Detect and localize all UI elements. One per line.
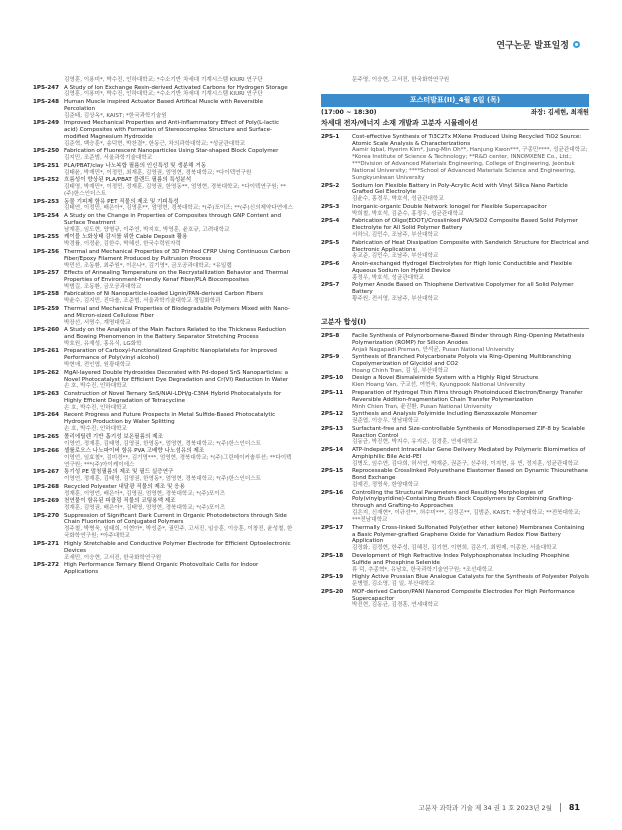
program-entry bbox=[33, 434, 293, 448]
entry-id: 1PS-261 bbox=[33, 348, 60, 355]
program-entry bbox=[33, 541, 293, 562]
program-entry bbox=[33, 348, 293, 369]
entry-authors: 권준엽, 이승우, 영남대학교 bbox=[352, 418, 419, 425]
entry-authors: 김병도, 임수연, 김다희, 허서연, 박재준, 권준구, 신주하, 이지현, 유 빈, 정지훈, 성균관대학교 bbox=[352, 460, 579, 467]
section1-entry-list bbox=[321, 134, 589, 303]
circle-icon bbox=[573, 41, 580, 48]
entry-authors: Anjali Nagapadi Preman, 안석균, Pusan National University bbox=[352, 346, 515, 353]
entry-authors: 김윤수, 홍정우, 박호석, 성균관대학교 bbox=[352, 196, 444, 203]
entry-title: High Performance Ternary Blend Organic Photovoltaic Cells for Indoor Applications bbox=[64, 562, 259, 575]
entry-title: MgAl-layered Double Hydroxides Decorated with Pd-doped SnS Nanoparticles: a Novel Photocatalyst for Efficient Dye Degradation and Cr(VI) Reduction In Water bbox=[64, 369, 289, 383]
entry-id: 1PS-265 bbox=[33, 433, 60, 440]
entry-authors: 홍정우, 박호석, 성균관대학교 bbox=[352, 274, 424, 281]
program-entry bbox=[33, 306, 293, 327]
entry-id: 2PS-2 bbox=[321, 182, 340, 189]
program-entry bbox=[321, 468, 589, 489]
entry-id: 2PS-14 bbox=[321, 446, 344, 453]
program-entry bbox=[321, 426, 589, 447]
entry-id: 2PS-3 bbox=[321, 203, 340, 210]
entry-id: 1PS-251 bbox=[33, 162, 60, 169]
entry-title: Fabrication of Oligo(EDOT)/Crosslinked PVA/SiO2 Composite Based Solid Polymer Electrolyte for All Solid Polymer Battery bbox=[352, 218, 578, 232]
program-entry bbox=[321, 134, 589, 182]
program-entry bbox=[33, 291, 293, 305]
session-time: (17:00 ~ 18:30) bbox=[321, 108, 377, 116]
entry-authors: 김동균, 박진현, 박지수, 유지은, 김경훈, 연세대학교 bbox=[352, 439, 478, 446]
entry-authors: 김준태, 김상옥*, KAIST; *한국과학기술원 bbox=[64, 112, 167, 119]
entry-authors: 김은지, 신재현*, 이규선**, 허수미***, 김정곤**, 김범준, KAIST; *충남대학교; **전북대학교; ***전남대학교 bbox=[352, 510, 581, 524]
entry-authors: 정주철, 박병욱, 임태희, 이현아*, 박성준*, 권민주, 고서진, 임승훈, 이승훈, 이창진, 윤성철, 한국화학연구원; *아주대학교 bbox=[64, 526, 293, 540]
entry-title: Recent Progress and Future Prospects in Metal Sulfide-Based Photocatalytic Hydrogen Production by Water Splitting bbox=[64, 412, 276, 426]
entry-id: 1PS-259 bbox=[33, 305, 60, 312]
entry-authors: 박희철, 박호석, 김준수, 홍정우, 성균관대학교 bbox=[352, 210, 464, 217]
entry-id: 2PS-9 bbox=[321, 354, 340, 361]
entry-title: Surfactant-free and Size-controllable Synthesis of Monodispersed ZIF-8 by Scalable Reaction Control bbox=[352, 425, 585, 439]
program-entry bbox=[33, 448, 293, 469]
entry-title: A Study on the Analysis of the Main Factors Related to the Thickness Reduction and Bowing Phenomenon in the Battery Separator Stretching Process bbox=[64, 327, 286, 340]
entry-authors: 이영언, 임효철*, 김미경**, 김기영***, 엄영현, 경북대학교; *(주)그린메이커솔루션; **다이텍연구원; ***(주)아이케이에스 bbox=[64, 454, 292, 468]
page-number: 81 bbox=[568, 803, 580, 812]
program-entry bbox=[33, 177, 293, 198]
entry-id: 1PS-250 bbox=[33, 148, 60, 155]
program-entry bbox=[321, 553, 589, 574]
top-authors-left bbox=[33, 77, 293, 84]
program-entry bbox=[321, 261, 589, 282]
entry-title: Sodium Ion Flexible Battery in Poly-Acrylic Acid with Vinyl Silica Nano Particle Grafted Gel Electrolyte bbox=[352, 182, 568, 196]
entry-title: Inorganic-organic Double Network Ionogel for Flexible Supercapacitor bbox=[352, 203, 547, 210]
entry-id: 1PS-252 bbox=[33, 177, 60, 184]
entry-title: Highly Stretchable and Conductive Polymer Electrode for Efficient Optoelectronic Devices bbox=[64, 540, 291, 554]
program-entry bbox=[321, 589, 589, 610]
entry-title: Fabrication of Heat Dissipation Composite with Sandwich Structure for Electrical and Electronic Applications bbox=[352, 239, 589, 253]
entry-authors: 손 호, 박수진, 인하대학교 bbox=[64, 426, 127, 433]
program-entry bbox=[321, 204, 589, 218]
entry-title: Fabrication of Ni Nanoparticle-loaded Lignin/PAN-derived Carbon Fibers bbox=[64, 291, 263, 298]
program-entry bbox=[321, 411, 589, 425]
entry-authors: 박진현, 김동균, 김경훈, 연세대학교 bbox=[352, 602, 439, 609]
entry-id: 2PS-10 bbox=[321, 375, 344, 382]
entry-id: 1PS-268 bbox=[33, 483, 60, 490]
entry-id: 1PS-254 bbox=[33, 212, 60, 219]
entry-id: 2PS-16 bbox=[321, 489, 344, 496]
entry-title: PLA/PBAT/clay 나노복합 필름의 인신특성 및 생분해 거동 bbox=[64, 162, 207, 169]
entry-id: 2PS-15 bbox=[321, 468, 344, 475]
program-entry bbox=[321, 282, 589, 303]
entry-authors: 문병렬, 김소영, 김 일, 부산대학교 bbox=[352, 581, 435, 588]
entry-id: 1PS-253 bbox=[33, 198, 60, 205]
entry-title: Preparation of Hydrogel Thin Films through Photoinduced Electron/Energy Transfer Reversible Addition-fragmentation Chain Transfer Polymerization bbox=[352, 389, 583, 403]
entry-id: 1PS-266 bbox=[33, 448, 60, 454]
entry-authors: 김정화, 김정현, 한주성, 김혜진, 김기현, 이현희, 김은기, 최원제, 이종찬, 서울대학교 bbox=[352, 545, 557, 552]
top-authors-right bbox=[321, 77, 589, 84]
entry-id: 2PS-17 bbox=[321, 524, 344, 531]
session-chair: 좌장: 김세현, 최재원 bbox=[531, 108, 589, 116]
entry-title: 동물 기피제 함유 PET 직물의 제조 및 기피특성 bbox=[64, 198, 179, 205]
program-entry bbox=[33, 85, 293, 99]
program-entry bbox=[33, 498, 293, 512]
entry-authors: 남재훈, 임도현, 양형규, 이주연, 박지호, 박영훈, 윤호규, 고려대학교 bbox=[64, 226, 230, 233]
entry-title: 셀룰로오스 나노파이버 함유 PVA 고배향 나노섬유의 제조 bbox=[64, 448, 205, 454]
program-entry bbox=[321, 333, 589, 354]
entry-id: 1PS-264 bbox=[33, 412, 60, 419]
entry-id: 1PS-262 bbox=[33, 369, 60, 376]
program-entry bbox=[33, 469, 293, 483]
program-entry bbox=[33, 213, 293, 234]
entry-authors: 문주영, 이승현, 고서진, 한국화학연구원 bbox=[352, 77, 450, 83]
footer-divider bbox=[560, 803, 561, 812]
page-footer bbox=[419, 803, 580, 812]
entry-id: 2PS-5 bbox=[321, 239, 340, 246]
entry-authors: 박장선, 서명수, 계명대학교 bbox=[64, 319, 131, 326]
entry-id: 2PS-6 bbox=[321, 260, 340, 267]
entry-id: 1PS-260 bbox=[33, 327, 60, 334]
entry-title: Fabrication of Fluorescent Nanoparticles Using Star-shaped Block Copolymer bbox=[64, 148, 279, 155]
entry-id: 2PS-11 bbox=[321, 389, 344, 396]
entry-authors: 김태연, 이정민, 배은아*, 김영훈**, 엄영현, 경북대학교; *(주)포이즈; **(주)신의제약다연에스 bbox=[64, 205, 293, 212]
program-entry bbox=[33, 249, 293, 270]
program-entry bbox=[321, 218, 589, 239]
page-header bbox=[496, 38, 580, 51]
program-entry bbox=[321, 525, 589, 553]
entry-authors: Kien Hoang Van, 구교선, 여현욱, Kyungpook National University bbox=[352, 382, 526, 389]
entry-title: Thermal and Mechanical Properties of Biodegradable Polymers Mixed with Nano- and Micron-sized Cellulose Fiber bbox=[64, 305, 290, 319]
entry-title: 폴리에틸렌 기반 흡기성 보온필름의 제조 bbox=[64, 433, 163, 440]
program-entry bbox=[33, 412, 293, 433]
entry-authors: 김영훈, 이용미*, 박수진, 인하대학교; *수소기반 차세대 기계시스템 KIURI 연구단 bbox=[64, 91, 263, 98]
entry-title: Development of High Refractive Index Polyphosphonates including Phosphine Sulfide and Phosphine Selenide bbox=[352, 552, 570, 566]
entry-title: Recycled Polyester 내달광 직물의 제조 및 응용 bbox=[64, 483, 185, 490]
entry-title: Design a Novel Bismaleimide System with a Highly Rigid Structure bbox=[352, 375, 539, 382]
program-entry bbox=[33, 163, 293, 177]
session-banner: 포스터발표(II)_4월 6일 (목) bbox=[321, 94, 589, 107]
entry-title: Polymer Anode Based on Thiophene Derivative Copolymer for all Solid Polymer Battery bbox=[352, 282, 574, 296]
entry-id: 1PS-263 bbox=[33, 390, 60, 397]
entry-id: 2PS-13 bbox=[321, 425, 344, 432]
program-entry bbox=[33, 513, 293, 541]
program-entry bbox=[33, 234, 293, 248]
entry-id: 1PS-267 bbox=[33, 469, 60, 476]
entry-authors: 정재훈, 이영언, 배은아*, 김영권, 엄영현, 경북대학교; *(주)포이즈 bbox=[64, 490, 226, 497]
entry-id: 1PS-257 bbox=[33, 270, 60, 276]
entry-title: Cost-effective Synthesis of Ti3C2Tx MXene Produced Using Recycled TiO2 Source: Atomic Scale Analysis & Characterizations bbox=[352, 133, 582, 147]
entry-authors: 박호원, 유재성, 홍유식, LG화학 bbox=[64, 340, 142, 347]
entry-authors: 손 호, 박수진, 인하대학교 bbox=[64, 404, 127, 411]
entry-authors: 류 덕, 추종혁*, 유남호, 한국과학기술연구원; *조선대학교 bbox=[352, 566, 493, 573]
entry-id: 1PS-249 bbox=[33, 120, 60, 127]
entry-authors: 조세민, 이승현, 고서진, 한국화학연구원 bbox=[64, 554, 162, 561]
program-entry bbox=[33, 370, 293, 391]
entry-authors: 김태영, 박재민*, 이정민, 정재훈, 김영권, 한영동**, 엄영현, 경북대학교; *다이텍연구원; **(주)한스인더스트 bbox=[64, 184, 286, 198]
entry-title: 케이블 노화상태 감시를 위한 Cable Deposit 활용 bbox=[64, 234, 188, 241]
program-entry bbox=[321, 354, 589, 375]
entry-id: 2PS-12 bbox=[321, 411, 344, 418]
entry-title: Facile Synthesis of Polynorbornene-Based Binder through Ring-Opening Metathesis Polymerization (ROMP) for Silicon Anodes bbox=[352, 332, 585, 346]
program-entry bbox=[321, 574, 589, 588]
entry-id: 1PS-247 bbox=[33, 84, 60, 91]
entry-id: 1PS-269 bbox=[33, 498, 60, 505]
entry-authors: 김예진, 정명욱, 한양대학교 bbox=[352, 482, 419, 489]
program-entry bbox=[33, 148, 293, 162]
entry-authors: 정재훈, 김영권, 배은아*, 김태영, 엄영현, 경북대학교; *(주)포이즈 bbox=[64, 505, 226, 512]
entry-authors: 박민선, 조동환, 최주원*, 이은나*, 김기영*, 금오공과대학교; *유일랩 bbox=[64, 262, 232, 269]
entry-id: 1PS-248 bbox=[33, 98, 60, 105]
program-entry bbox=[321, 183, 589, 204]
entry-title: Suppression of Significant Dark Current in Organic Photodetectors through Side Chain Fluorination of Conjugated Polymers bbox=[64, 512, 287, 526]
entry-authors: 서하늬, 김민수, 조남주, 부산대학교 bbox=[352, 232, 439, 239]
entry-title: 흐름성이 향상된 PLA/PBAT 블렌드 필름의 특성분석 bbox=[64, 177, 192, 184]
program-entry bbox=[321, 240, 589, 261]
entry-id: 1PS-272 bbox=[33, 562, 60, 569]
entry-authors: 박범길, 조동환, 금오공과대학교 bbox=[64, 283, 142, 290]
program-entry bbox=[33, 562, 293, 576]
entry-title: ATP-Independent Intracellular Gene Delivery Mediated by Polymeric Biomimetics of Amphiphilic Bile Acid-PEI bbox=[352, 446, 586, 460]
entry-title: 통기성 PE 멀칭필름의 제조 및 필드 실증연구 bbox=[64, 469, 174, 476]
entry-title: Effects of Annealing Temperature on the Recrystallization Behavior and Thermal Properties of Environment-Friendly Kenaf Fiber/PLA Biocomposites bbox=[64, 270, 289, 283]
entry-id: 1PS-256 bbox=[33, 248, 60, 255]
entry-authors: 김영훈, 이용미*, 박수진, 인하대학교; *수소기반 차세대 기계시스템 KIURI 연구단 bbox=[64, 77, 263, 83]
entry-title: Controlling the Structural Parameters and Resulting Morphologies of Poly(vinylpyridine)-Containing Brush Block Copolymers by Combining Grafting-through and Grafting-to Approaches bbox=[352, 489, 574, 510]
entry-title: Human Muscle inspired Actuator Based Artifical Muscle with Reversible Percolation bbox=[64, 98, 263, 112]
entry-id: 1PS-255 bbox=[33, 234, 60, 241]
entry-title: Synthesis and Analysis Polyimide Including Benzoxazole Monomer bbox=[352, 411, 538, 418]
program-entry bbox=[33, 391, 293, 412]
entry-id: 2PS-20 bbox=[321, 588, 344, 595]
entry-id: 2PS-1 bbox=[321, 133, 340, 140]
entry-id: 2PS-7 bbox=[321, 282, 340, 289]
entry-title: Construction of Novel Ternary SnS/NiAl-LDH/g-C3N4 Hybrid Photocatalysts for Highly Efficient Degradation of Tetracycline bbox=[64, 390, 282, 404]
left-column bbox=[33, 77, 293, 576]
entry-authors: 이영언, 정재훈, 김태영, 김영권, 한영동*, 엄영현, 경북대학교; *(주)한스인더스트 bbox=[64, 476, 262, 483]
entry-authors: 송교준, 김민수, 조남주, 부산대학교 bbox=[352, 253, 439, 260]
entry-authors: Minh Chien Tran, 윤진환, Pusan National University bbox=[352, 403, 492, 410]
entry-title: A Study of Ion Exchange Resin-derived Activated Carbons for Hydrogen Storage bbox=[64, 84, 288, 91]
entry-title: Synthesis of Branched Polycarbonate Polyols via Ring-Opening Multibranching Copolymerization of Glycidol and CO2 bbox=[352, 354, 572, 368]
entry-title: Thermal and Mechanical Properties of 3D Printed CFRP Using Continuous Carbon Fiber/Epoxy Filament Produced by Pultrusion Process bbox=[64, 248, 290, 262]
program-entry bbox=[321, 375, 589, 389]
entry-authors: 김준혁, 백승훈*, 송덕현, 박찬결*, 한동근, 차의과학대학교; *성균관대학교 bbox=[64, 140, 246, 147]
entry-id: 1PS-271 bbox=[33, 540, 60, 547]
entry-title: Preparation of Carboxyl-functionalized Graphitic Nanoplatelets for Improved Performance of Poly(vinyl alcohol) bbox=[64, 348, 277, 362]
section-title: 차세대 전자/에너지 소재 개발과 고분자 시뮬레이션 bbox=[321, 120, 589, 130]
entry-authors: 손 호, 박수진, 인하대학교 bbox=[64, 383, 127, 390]
entry-title: 천연물이 함유된 피클링 직물의 코팅용액 제조 bbox=[64, 498, 176, 505]
entry-id: 2PS-8 bbox=[321, 332, 340, 339]
entry-title: Highly Active Prussian Blue Analogue Catalysts for the Synthesis of Polyester Polyols bbox=[352, 574, 589, 581]
entry-authors: 박경률, 이정윤, 김한수, 박혜선, 한국수력원자력 bbox=[64, 241, 181, 248]
entry-id: 1PS-270 bbox=[33, 512, 60, 519]
program-entry bbox=[321, 447, 589, 468]
section-title: 고분자 합성(I) bbox=[321, 319, 589, 329]
entry-title: Reprocessable Crosslinked Polyurethane Elastomer Based on Dynamic Thiourethane Bond Exchange bbox=[352, 468, 589, 482]
right-column bbox=[321, 77, 589, 610]
entry-title: Improved Mechanical Properties and Anti-inflammatory Effect of Poly(L-lactic acid) Composites with Formation of Stereocomplex Structure and Surface-modified Magnesium Hydroxide bbox=[64, 120, 280, 141]
entry-authors: 황주원, 전서영, 조남주, 부산대학교 bbox=[352, 296, 439, 303]
entry-authors: 이영언, 정재훈, 김태영, 김영권, 한영동*, 엄영현, 경북대학교; *(주)한스인더스트 bbox=[64, 440, 262, 447]
header-title: 연구논문 발표일정 bbox=[496, 41, 569, 51]
section2-entry-list bbox=[321, 333, 589, 609]
entry-id: 2PS-18 bbox=[321, 552, 344, 559]
left-entry-list bbox=[33, 85, 293, 576]
journal-citation: 고분자 과학과 기술 제 34 권 1 호 2023년 2월 bbox=[418, 804, 552, 812]
program-entry bbox=[33, 270, 293, 291]
entry-id: 2PS-4 bbox=[321, 218, 340, 225]
session-timeline bbox=[321, 110, 589, 117]
entry-title: Anoin-exchanged Hydrogel Electrolytes for High Ionic Conductible and Flexible Aqueous Sodium Ion Hybrid Device bbox=[352, 260, 573, 274]
program-entry bbox=[33, 199, 293, 213]
program-entry bbox=[33, 484, 293, 498]
entry-id: 1PS-258 bbox=[33, 291, 60, 298]
entry-authors: Hoang Chinh Tran, 김 일, 부산대학교 bbox=[352, 367, 449, 374]
entry-authors: 박현애, 전인엽, 원광대학교 bbox=[64, 362, 131, 369]
entry-id: 2PS-19 bbox=[321, 574, 344, 581]
entry-authors: 김태윤, 박재민*, 이정민, 최재훈, 김영권, 엄영현, 경북대학교; *다이텍연구원 bbox=[64, 169, 252, 176]
program-entry bbox=[33, 327, 293, 348]
program-entry bbox=[33, 99, 293, 120]
entry-title: A Study on the Change in Properties of Composites through GNP Content and Surface Treatment bbox=[64, 212, 282, 226]
entry-title: MOF-derived Carbon/PANI Nanorod Composite Electrodes For High Performance Supercapacitor bbox=[352, 588, 575, 602]
entry-authors: Aamir Iqbal, Hyerim Kim*, Jung-Min Oh**, Hanjung Kwon***, 구종민****, 성균관대학교; *Korea Institute of Science & Technology; **R&D center, INNOMXENE Co., Ltd.; ***Division of Advanced Materials Engineering, College of Engineering, Jeonbuk National University; ****School of Advanced Materials Science and Engineering, Sungkyunkwan University bbox=[352, 147, 588, 182]
program-entry bbox=[321, 390, 589, 411]
entry-authors: 박윤수, 김지민, 진다솔, 조준범, 서울과학기술대학교 정밀화학과 bbox=[64, 298, 221, 305]
program-entry bbox=[33, 120, 293, 148]
program-entry bbox=[321, 490, 589, 525]
entry-authors: 김지민, 조준범, 서울과학기술대학교 bbox=[64, 155, 153, 162]
entry-title: Thermally Cross-linked Sulfonated Poly(ether ether ketone) Membranes Containing a Basic Polymer-grafted Graphene Oxide for Vanadium Redox Flow Battery Application bbox=[352, 524, 585, 545]
